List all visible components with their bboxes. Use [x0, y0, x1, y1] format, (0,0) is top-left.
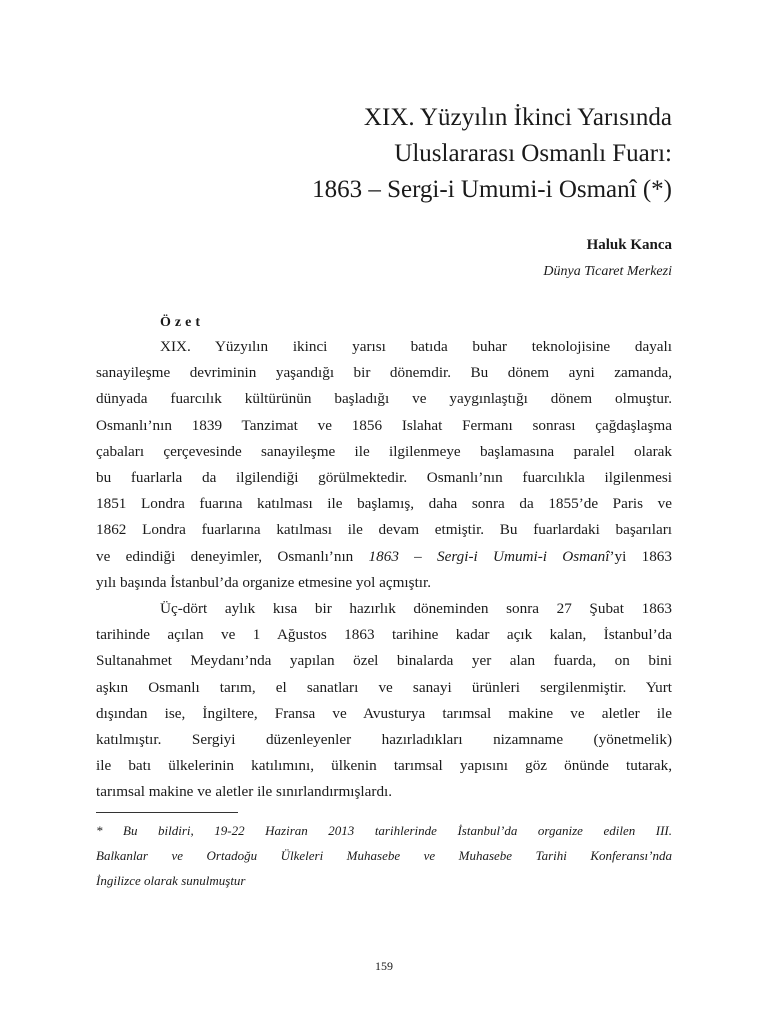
- author-name: Haluk Kanca: [586, 237, 672, 253]
- text-segment: ’yi 1863: [609, 547, 672, 565]
- text-line: katılmıştır. Sergiyi düzenleyenler hazırladıkları nizamname (yönetmelik): [96, 731, 672, 749]
- text-line: yılı başında İstanbul’da organize etmesine yol açmıştır.: [96, 573, 432, 591]
- footnote-line: Balkanlar ve Ortadoğu Ülkeleri Muhasebe ve Muhasebe Tarihi Konferansı’nda: [96, 848, 672, 863]
- text-line: 1851 Londra fuarına katılması ile başlamış, daha sonra da 1855’de Paris ve: [96, 495, 672, 513]
- footnote-divider: [96, 812, 238, 813]
- text-line: [96, 544, 672, 570]
- text-line: XIX. Yüzyılın ikinci yarısı batıda buhar teknolojisine dayalı: [160, 338, 672, 355]
- footnote-line: * Bu bildiri, 19-22 Haziran 2013 tarihlerinde İstanbul’da organize edilen III.: [96, 823, 672, 838]
- paper-title: [96, 100, 672, 208]
- document-page: [96, 0, 672, 1024]
- abstract-heading: Özet: [160, 315, 204, 330]
- text-line: çabaları çerçevesinde sanayileşme ile ilgilenmeye başlamasına paralel olarak: [96, 442, 672, 460]
- text-line: sanayileşme devriminin yaşandığı bir dönemdir. Bu dönem ayni zamanda,: [96, 364, 672, 382]
- title-line-3: 1863 – Sergi-i Umumi-i Osmanî (*): [312, 176, 672, 203]
- text-line: bu fuarlarla da ilgilendiği görülmektedir. Osmanlı’nın fuarcılıkla ilgilenmesi: [96, 469, 672, 487]
- text-line: dünyada fuarcılık kültürünün başladığı ve yaygınlaştığı dönem olmuştur.: [96, 390, 672, 408]
- abstract-paragraph-1: [96, 334, 672, 596]
- text-line: dışından ise, İngiltere, Fransa ve Avusturya tarımsal makine ve aletler ile: [96, 704, 672, 722]
- title-line-1: XIX. Yüzyılın İkinci Yarısında: [363, 104, 672, 131]
- author-affiliation: Dünya Ticaret Merkezi: [543, 264, 672, 279]
- text-line: Üç-dört aylık kısa bir hazırlık döneminden sonra 27 Şubat 1863: [160, 600, 672, 618]
- text-line: ile batı ülkelerinin katılımını, ülkenin tarımsal yapısını göz önünde tutarak,: [96, 757, 672, 775]
- abstract-body: [96, 334, 672, 806]
- footnote: [96, 818, 672, 893]
- italic-exhibition-name: 1863 – Sergi-i Umumi-i Osmanî: [368, 547, 610, 565]
- footnote-line: İngilizce olarak sunulmuştur: [96, 873, 246, 888]
- abstract-paragraph-2: [96, 596, 672, 806]
- text-segment: ve edindiği deneyimler, Osmanlı’nın: [96, 547, 369, 565]
- text-line: Osmanlı’nın 1839 Tanzimat ve 1856 Islahat Fermanı sonrası çağdaşlaşma: [96, 416, 672, 434]
- title-line-2: Uluslararası Osmanlı Fuarı:: [394, 140, 672, 167]
- text-line: Sultanahmet Meydanı’nda yapılan özel binalarda yer alan fuarda, on bini: [96, 652, 672, 670]
- text-line: tarihinde açılan ve 1 Ağustos 1863 tarihine kadar açık kalan, İstanbul’da: [96, 626, 672, 644]
- page-number: 159: [375, 959, 393, 973]
- text-line: tarımsal makine ve aletler ile sınırlandırmışlardı.: [96, 783, 393, 801]
- text-line: aşkın Osmanlı tarım, el sanatları ve sanayi ürünleri sergilenmiştir. Yurt: [96, 678, 672, 696]
- text-line: 1862 Londra fuarlarına katılması ile devam etmiştir. Bu fuarlardaki başarıları: [96, 521, 672, 539]
